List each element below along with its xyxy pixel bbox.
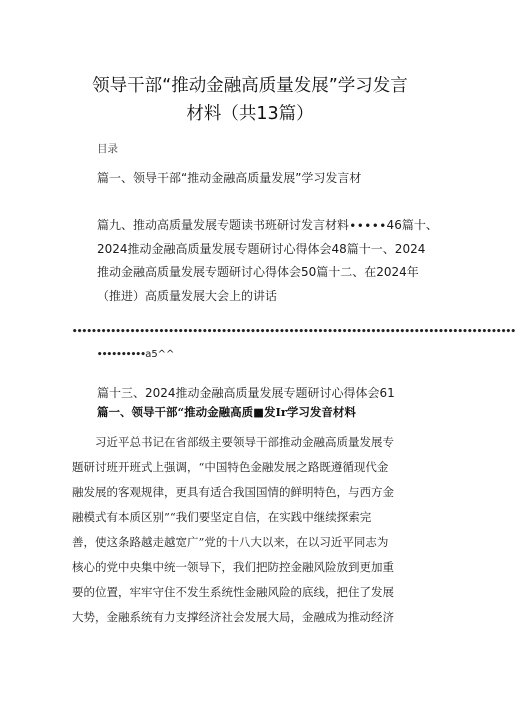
body-line: 善，使这条路越走越宽广”党的十八大以来，在以习近平同志为: [72, 535, 389, 549]
toc-item-1: 篇一、领导干部“推动金融高质量发展”学习发言材: [97, 171, 362, 185]
body-line: 融模式有本质区别”“我们要坚定自信，在实践中继续探索完: [72, 510, 372, 524]
toc-block-line: 推动金融高质量发展专题研讨心得体会50篇十二、在2024年: [97, 265, 419, 279]
toc-label: 目录: [97, 143, 118, 155]
title-line-1: 领导干部“推动金融高质量发展”学习发言: [92, 76, 408, 96]
document-title: [0, 72, 500, 128]
toc-leader-dots: ••••••••••••••••••••••••••••••••••••••••••••••••••••••••••••••••••••••••••••••••••••••••••••: [72, 327, 515, 337]
leader-dots: ••••••••••: [97, 350, 146, 360]
toc-block-line: 篇九、推动高质量发展专题读书班研讨发言材料∙∙∙∙∙46篇十、: [97, 218, 438, 232]
body-line: 大势，金融系统有力支撑经济社会发展大局，金融成为推动经济: [72, 610, 394, 624]
body-line: 核心的党中央集中统一领导下，我们把防控金融风险放到更加重: [72, 560, 394, 574]
toc-leader-dots-2: [97, 349, 174, 360]
toc-item-13: 篇十三、2024推动金融高质量发展专题研讨心得体会61: [97, 386, 395, 400]
toc-block: [97, 214, 437, 308]
body-line: 习近平总书记在省部级主要领导干部推动金融高质量发展专: [95, 435, 394, 449]
page-ref: a5^^: [145, 349, 175, 360]
body-line: 题研讨班开班式上强调，“中国特色金融发展之路既遵循现代金: [72, 460, 389, 474]
body-line: 融发展的客观规律，更具有适合我国国情的鲜明特色，与西方金: [72, 485, 394, 499]
body-line: 要的位置，牢牢守住不发生系统性金融风险的底线，把住了发展: [72, 585, 394, 599]
toc-block-line: （推进）高质量发展大会上的讲话: [97, 288, 278, 303]
body-paragraph: [72, 430, 432, 630]
toc-block-line: 2024推动金融高质量发展专题研讨心得体会48篇十一、2024: [97, 241, 426, 256]
title-line-2: 材料（共13篇）: [186, 104, 314, 124]
section-heading: 篇一、领导干部“推动金融高质■发Ir学习发音材料: [97, 405, 356, 419]
